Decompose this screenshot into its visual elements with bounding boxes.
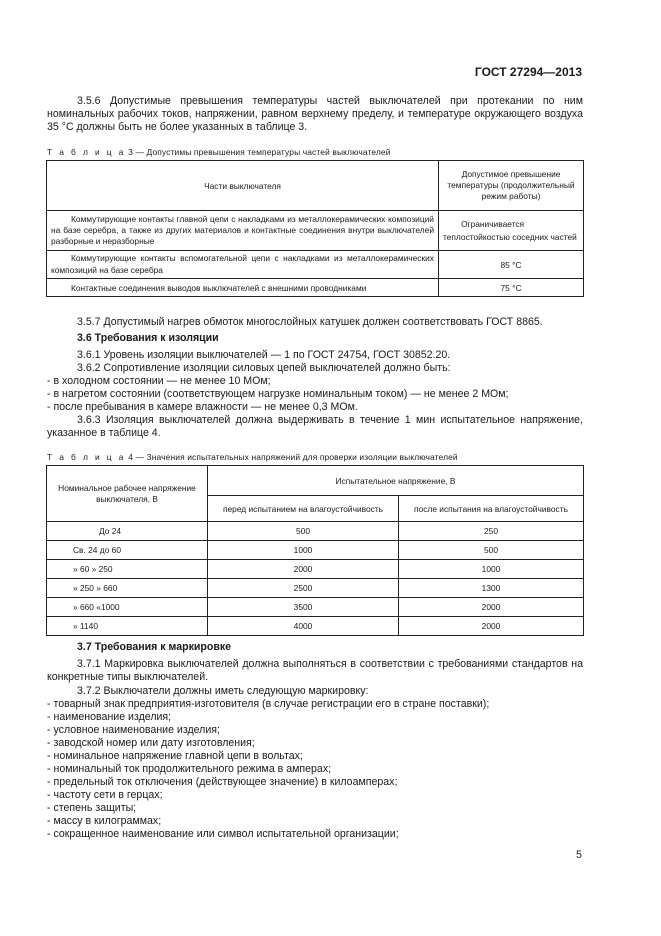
list-item: - заводской номер или дату изготовления;	[47, 737, 255, 749]
table-header-cell: после испытания на влагоустойчивость	[399, 496, 584, 522]
table-cell: 75 °С	[439, 279, 584, 297]
table-3-caption	[47, 147, 391, 157]
table-cell: 1000	[208, 541, 399, 560]
table-cell: 1000	[399, 560, 584, 579]
table-caption-text: 3 — Допустимы превышения температуры частей выключателей	[128, 147, 391, 157]
section-heading-3-6: 3.6 Требования к изоляции	[77, 332, 219, 344]
paragraph-3-6-1: 3.6.1 Уровень изоляции выключателей — 1 по ГОСТ 24754, ГОСТ 30852.20.	[77, 349, 451, 361]
paragraph-3-6-2: 3.6.2 Сопротивление изоляции силовых цепей выключателей должно быть:	[77, 362, 451, 374]
table-3	[46, 160, 584, 297]
table-cell: » 250 » 660	[47, 579, 208, 598]
table-cell: Св. 24 до 60	[47, 541, 208, 560]
list-item: - предельный ток отключения (действующее значение) в килоамперах;	[47, 776, 398, 788]
list-item: - в нагретом состоянии (соответствующем нагрузке номинальным током) — не менее 2 МОм;	[47, 388, 509, 400]
table-cell: Коммутирующие контакты вспомогательной цепи с накладками из металлокерамических композиций на базе серебра	[47, 251, 439, 279]
table-4-caption	[47, 452, 458, 462]
table-cell: 85 °С	[439, 251, 584, 279]
list-item: - номинальное напряжение главной цепи в вольтах;	[47, 750, 303, 762]
table-cell: 500	[399, 541, 584, 560]
paragraph-3-5-7: 3.5.7 Допустимый нагрев обмоток многослойных катушек должен соответствовать ГОСТ 8865.	[77, 316, 543, 328]
table-caption-text: 4 — Значения испытательных напряжений для проверки изоляции выключателей	[128, 452, 458, 462]
table-cell: 2000	[399, 617, 584, 636]
paragraph-3-7-2: 3.7.2 Выключатели должны иметь следующую маркировку:	[77, 685, 369, 697]
list-item: - степень защиты;	[47, 802, 137, 814]
paragraph-3-5-6: 3.5.6 Допустимые превышения температуры частей выключателей при протекании по ним номинальных рабочих токов, напряжении, равном верхнему пределу, и температуре окружающего воздуха 35 °С должны быть не более указанных в таблице 3.	[47, 95, 583, 134]
section-heading-3-7: 3.7 Требования к маркировке	[77, 641, 232, 653]
table-header-cell: Испытательное напряжение, В	[208, 466, 584, 496]
document-code: ГОСТ 27294—2013	[474, 65, 582, 79]
list-item: - в холодном состоянии — не менее 10 МОм;	[47, 375, 271, 387]
table-cell: 4000	[208, 617, 399, 636]
table-cell: Коммутирующие контакты главной цепи с накладками из металлокерамических композиций на базе серебра, а также из других материалов и контактные соединения внутри выключателей разборные и неразборные	[47, 211, 439, 251]
list-item: - массу в килограммах;	[47, 815, 162, 827]
table-label: Т а б л и ц а	[47, 147, 126, 157]
table-cell: » 1140	[47, 617, 208, 636]
table-cell: 1300	[399, 579, 584, 598]
table-header-cell: Части выключателя	[47, 161, 439, 211]
table-header-cell: перед испытанием на влагоустойчивость	[208, 496, 399, 522]
table-cell: 500	[208, 522, 399, 541]
list-item: - после пребывания в камере влажности — не менее 0,3 МОм.	[47, 401, 358, 413]
table-cell: 2000	[399, 598, 584, 617]
page-number: 5	[576, 849, 582, 861]
table-cell: До 24	[47, 522, 208, 541]
table-label: Т а б л и ц а	[47, 452, 126, 462]
table-cell: 250	[399, 522, 584, 541]
list-item: - сокращенное наименование или символ испытательной организации;	[47, 828, 399, 840]
table-cell: 2500	[208, 579, 399, 598]
table-cell: » 60 » 250	[47, 560, 208, 579]
list-item: - товарный знак предприятия-изготовителя (в случае регистрации его в стране поставки);	[47, 698, 490, 710]
table-header-cell: Допустимое превышение температуры (продолжительный режим работы)	[439, 161, 584, 211]
table-cell: Ограничивается теплостойкостью соседних частей	[439, 211, 584, 251]
list-item: - номинальный ток продолжительного режима в амперах;	[47, 763, 332, 775]
list-item: - условное наименование изделия;	[47, 724, 220, 736]
table-cell: » 660 «1000	[47, 598, 208, 617]
table-header-cell: Номинальное рабочее напряжение выключателя, В	[47, 466, 208, 522]
table-4	[46, 465, 584, 636]
table-cell: 3500	[208, 598, 399, 617]
list-item: - наименование изделия;	[47, 711, 172, 723]
paragraph-3-6-3: 3.6.3 Изоляция выключателей должна выдерживать в течение 1 мин испытательное напряжение, указанное в таблице 4.	[47, 414, 583, 440]
paragraph-3-7-1: 3.7.1 Маркировка выключателей должна выполняться в соответствии с требованиями стандартов на конкретные типы выключателей.	[47, 658, 583, 684]
list-item: - частоту сети в герцах;	[47, 789, 163, 801]
table-cell: Контактные соединения выводов выключателей с внешними проводниками	[47, 279, 439, 297]
table-cell: 2000	[208, 560, 399, 579]
